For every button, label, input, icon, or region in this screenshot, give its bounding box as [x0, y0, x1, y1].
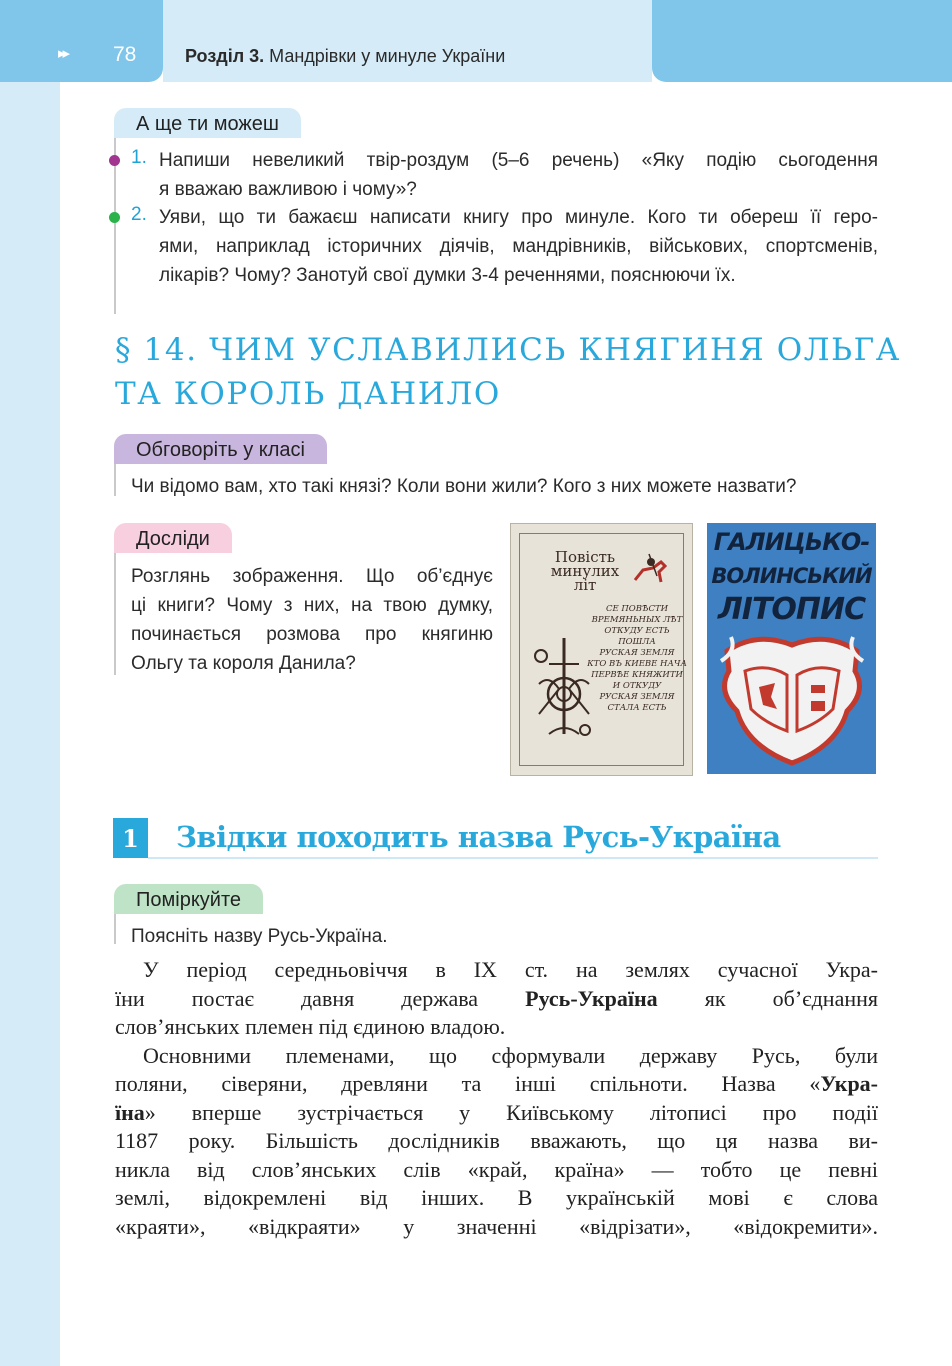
- inscription-line: РУСКАЯ ЗЕМЛЯ: [599, 648, 675, 658]
- inscription-line: И ОТКУДУ: [612, 681, 662, 691]
- task-number: 1.: [131, 147, 147, 168]
- book-inscription: [587, 604, 687, 714]
- inscription-line: РУСКАЯ ЗЕМЛЯ: [599, 692, 675, 702]
- inscription-line: КТО ВЪ КИЕВЕ НАЧА: [587, 659, 687, 669]
- think-label: Поміркуйте: [114, 884, 263, 914]
- discuss-label: Обговоріть у класі: [114, 434, 327, 464]
- task-2-line-1: Уяви, що ти бажаєш написати книгу про минуле. Кого ти обереш її геро-: [159, 207, 878, 228]
- page-number: 78: [113, 43, 137, 66]
- think-text: Поясніть назву Русь-Україна.: [131, 926, 388, 947]
- subsection-number-badge: 1: [113, 818, 148, 858]
- research-line-3: починається розмова про княгиню: [131, 624, 493, 645]
- body-line: землі, відокремлені від інших. В українській мові є слова: [115, 1185, 878, 1210]
- book-cover-litopys: [707, 523, 876, 774]
- chapter-heading: [185, 46, 505, 67]
- task-number: 2.: [131, 204, 147, 225]
- inscription-line: СЕ ПОВѢСТИ: [605, 604, 669, 614]
- book-title-line: ГАЛИЦЬКО-: [713, 528, 870, 556]
- section-title-line-2: ТА КОРОЛЬ ДАНИЛО: [115, 376, 501, 412]
- bold-term: їна: [115, 1099, 145, 1125]
- subsection-underline: [148, 857, 878, 859]
- task-1-line-2: я вважаю важливою і чому»?: [159, 179, 417, 200]
- body-span: поляни, сіверяни, древляни та інші спільноти. Назва «: [115, 1071, 821, 1096]
- body-line: Основними племенами, що сформували державу Русь, були: [143, 1042, 878, 1068]
- inscription-line: ОТКУДУ ЕСТЬ ПОШЛА: [604, 626, 670, 647]
- left-margin-band: [0, 0, 60, 1366]
- task-2-line-3: лікарів? Чому? Занотуй свої думки 3-4 реченнями, пояснюючи їх.: [159, 265, 736, 286]
- book-title-line: Повість: [554, 548, 616, 566]
- chapter-title: Мандрівки у минуле України: [264, 46, 506, 66]
- book-cover-povist: [510, 523, 693, 776]
- extra-tasks-label: А ще ти можеш: [114, 108, 301, 138]
- research-bar: [114, 553, 116, 675]
- body-span: їни постає давня держава: [115, 985, 526, 1011]
- body-line: [115, 1099, 878, 1128]
- task-1-line-1: Напиши невеликий твір-роздум (5–6 речень) «Яку подію сьогодення: [159, 150, 878, 171]
- page-number-tab: [0, 0, 163, 82]
- coat-of-arms-icon: [717, 631, 867, 771]
- book-title-line: ВОЛИНСЬКИЙ: [711, 564, 872, 588]
- ornament-icon: [529, 634, 599, 744]
- running-header: [163, 0, 652, 82]
- book-title-line: літ: [573, 576, 597, 594]
- research-line-1: Розглянь зображення. Що об’єднує: [131, 566, 493, 587]
- book-cover-title: [707, 525, 876, 627]
- book-title-line: минулих: [550, 562, 620, 580]
- bold-term: Русь-Україна: [525, 985, 658, 1011]
- body-line: 1187 року. Більшість дослідників вважають, що ця назва ви-: [115, 1128, 878, 1153]
- body-span: » вперше зустрічається у Київському літописі про події: [144, 1099, 878, 1125]
- body-line: «краяти», «відкраяти» у значенні «відрізати», «відокремити».: [115, 1213, 878, 1239]
- task-2-line-2: ями, наприклад історичних діячів, мандрівників, військових, спортсменів,: [159, 236, 878, 257]
- chapter-label: Розділ 3.: [185, 46, 265, 66]
- section-title: [115, 328, 901, 416]
- green-bullet-icon: [109, 212, 120, 223]
- discuss-bar: [114, 464, 116, 496]
- body-line: [115, 985, 878, 1014]
- double-arrow-icon: ▸▸: [58, 45, 68, 62]
- book-cover-title: [545, 550, 625, 592]
- inscription-line: СТАЛА ЕСТЬ: [607, 703, 667, 713]
- subsection-title: Звідки походить назва Русь-Україна: [176, 820, 781, 854]
- research-line-4: Ольгу та короля Данила?: [131, 653, 356, 674]
- body-span: як об’єднання: [657, 985, 879, 1011]
- bold-term: Укра-: [820, 1071, 878, 1096]
- horseman-icon: [631, 552, 671, 588]
- inscription-line: ПЕРВѢЕ КНЯЖИТИ: [591, 670, 683, 680]
- body-line: слов’янських племен під єдиною владою.: [115, 1014, 506, 1039]
- research-label: Досліди: [114, 523, 232, 553]
- body-text: [115, 956, 878, 1241]
- inscription-line: ВРЕМЯНЬНЫХ ЛѢТ: [591, 615, 683, 625]
- research-line-2: ці книги? Чому з них, на твою думку,: [131, 595, 493, 616]
- book-title-line: ЛІТОПИС: [717, 592, 866, 627]
- body-line: У період середньовіччя в IX ст. на землях сучасної Укра-: [143, 957, 878, 982]
- body-line: никла від слов’янських слів «край, країна» — тобто це певні: [115, 1156, 878, 1182]
- purple-bullet-icon: [109, 155, 120, 166]
- discuss-text: Чи відомо вам, хто такі князі? Коли вони жили? Кого з них можете назвати?: [131, 476, 797, 497]
- body-line: [115, 1070, 878, 1099]
- header-decor-tab: [652, 0, 952, 82]
- section-title-line-1: § 14. ЧИМ УСЛАВИЛИСЬ КНЯГИНЯ ОЛЬГА: [115, 332, 901, 368]
- think-bar: [114, 914, 116, 944]
